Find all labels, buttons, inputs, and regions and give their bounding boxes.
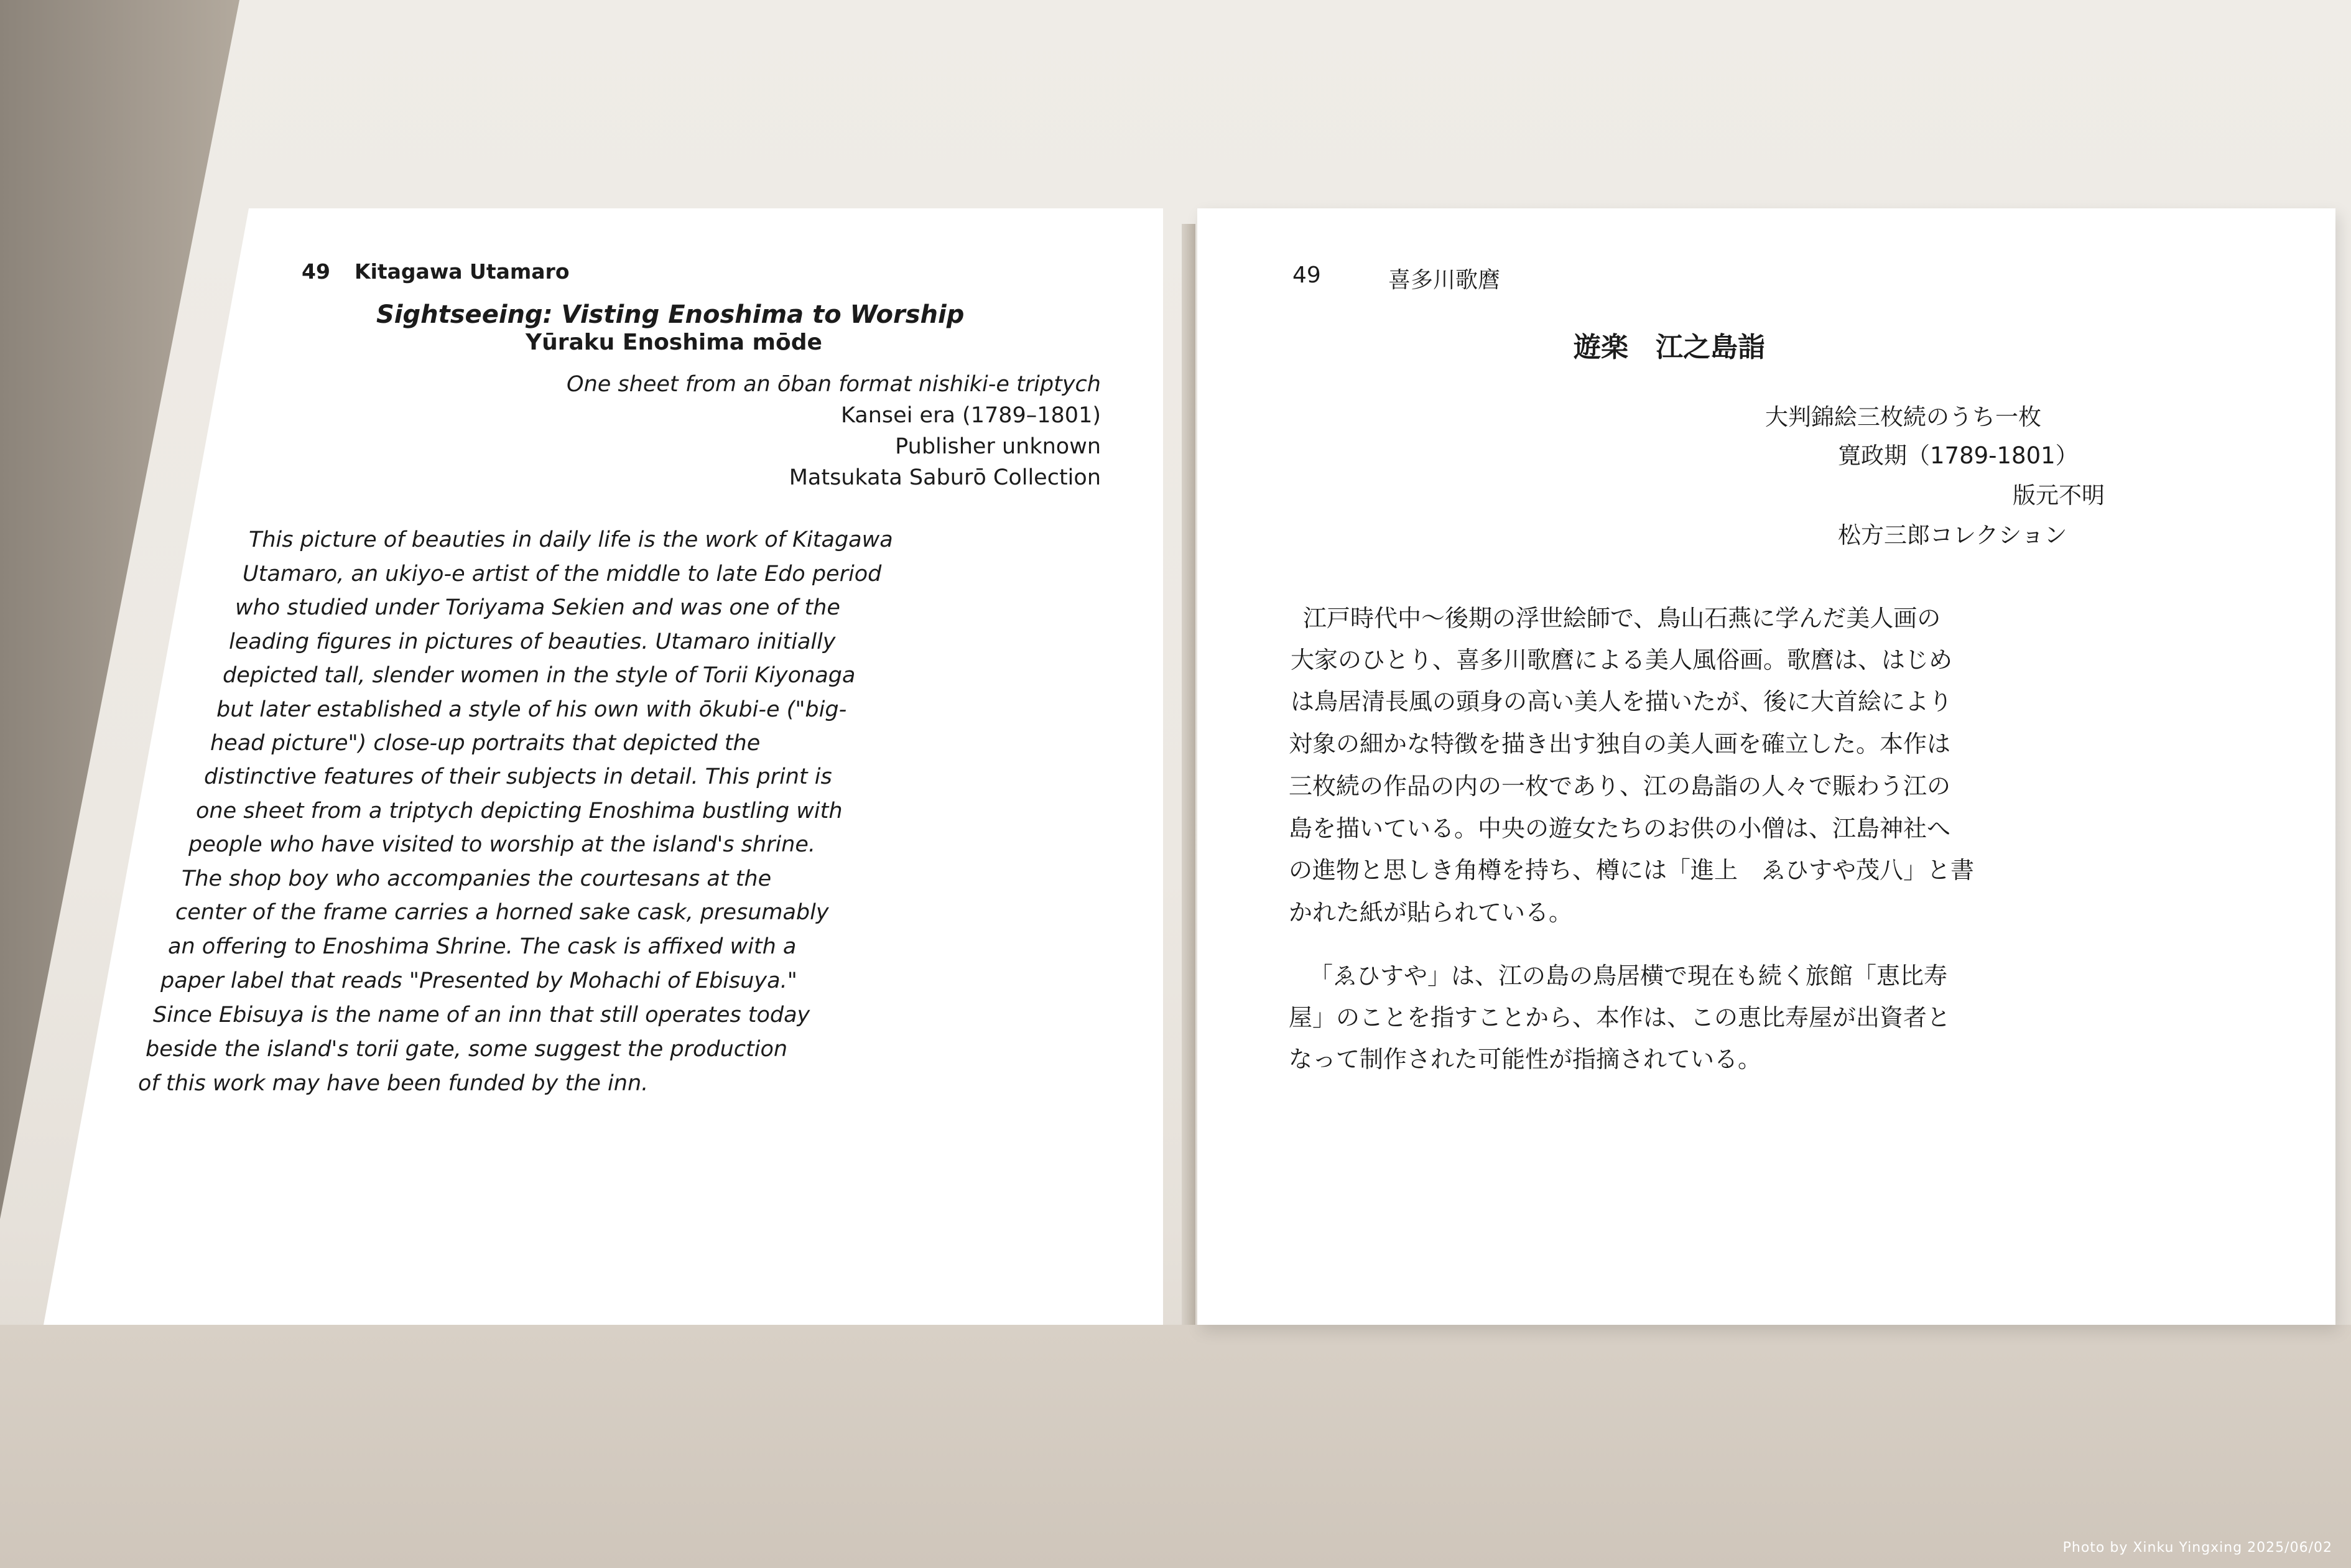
english-romanized-title: Yūraku Enoshima mōde: [526, 330, 822, 355]
japanese-body-line: 「ゑひすや」は、江の島の鳥居横で現在も続く旅館「恵比寿: [1309, 962, 1948, 990]
english-body-line: of this work may have been funded by the inn.: [138, 1071, 649, 1096]
english-body-line: center of the frame carries a horned sake cask, presumably: [175, 900, 829, 925]
japanese-detail-line: 寛政期（1789-1801）: [1838, 442, 2079, 469]
english-body-line: beside the island's torii gate, some suggest the production: [146, 1037, 788, 1062]
japanese-body-line: 三枚続の作品の内の一枚であり、江の島詣の人々で賑わう江の: [1289, 772, 1951, 800]
english-body-line: leading figures in pictures of beauties. Utamaro initially: [229, 629, 836, 654]
japanese-body-line: 対象の細かな特徴を描き出す独自の美人画を確立した。本作は: [1289, 730, 1951, 758]
english-body-line: Since Ebisuya is the name of an inn that still operates today: [153, 1003, 810, 1028]
english-body-line: paper label that reads "Presented by Mohachi of Ebisuya.": [160, 968, 797, 993]
japanese-body-line: 島を描いている。中央の遊女たちのお供の小僧は、江島神社へ: [1289, 815, 1951, 842]
english-body-line: who studied under Toriyama Sekien and was one of the: [235, 595, 840, 620]
english-number: 49: [302, 259, 330, 284]
japanese-body-line: の進物と思しき角樽を持ち、樽には「進上 ゑひすや茂八」と書: [1289, 856, 1975, 884]
japanese-artist: 喜多川歌麿: [1388, 267, 1501, 293]
japanese-detail-line: 松方三郎コレクション: [1838, 522, 2067, 549]
english-artist: Kitagawa Utamaro: [355, 259, 570, 284]
japanese-body-line: なって制作された可能性が指摘されている。: [1289, 1046, 1762, 1073]
photo-credit: Photo by Xinku Yingxing 2025/06/02: [2062, 1540, 2332, 1556]
card-divider: [1182, 224, 1195, 1325]
japanese-detail-line: 大判錦絵三枚続のうち一枚: [1765, 404, 2041, 430]
english-body-line: distinctive features of their subjects in detail. This print is: [204, 764, 832, 789]
japanese-body-line: 大家のひとり、喜多川歌麿による美人風俗画。歌麿は、はじめ: [1291, 646, 1953, 674]
english-detail-line: One sheet from an ōban format nishiki-e triptych: [567, 372, 1101, 397]
english-body-line: people who have visited to worship at the island's shrine.: [188, 832, 816, 857]
display-board-edge: [0, 1325, 2351, 1568]
english-body-line: head picture") close-up portraits that depicted the: [210, 731, 761, 756]
english-body-line: This picture of beauties in daily life is the work of Kitagawa: [249, 527, 893, 552]
japanese-body-line: は鳥居清長風の頭身の高い美人を描いたが、後に大首絵により: [1291, 688, 1953, 715]
japanese-body-line: かれた紙が貼られている。: [1289, 899, 1573, 926]
english-body-line: The shop boy who accompanies the courtesans at the: [182, 866, 772, 891]
english-body-line: depicted tall, slender women in the style of Torii Kiyonaga: [223, 663, 856, 688]
english-body-line: Utamaro, an ukiyo-e artist of the middle to late Edo period: [243, 562, 882, 587]
japanese-body-line: 屋」のことを指すことから、本作は、この恵比寿屋が出資者と: [1289, 1004, 1951, 1031]
english-detail-line: Matsukata Saburō Collection: [789, 465, 1101, 490]
english-detail-line: Kansei era (1789–1801): [840, 403, 1101, 428]
english-title: Sightseeing: Visting Enoshima to Worship: [376, 300, 965, 329]
japanese-detail-line: 版元不明: [2013, 482, 2105, 509]
japanese-number: 49: [1292, 262, 1321, 288]
english-body-line: one sheet from a triptych depicting Enoshima bustling with: [196, 799, 843, 823]
english-detail-line: Publisher unknown: [895, 434, 1101, 459]
english-body-line: an offering to Enoshima Shrine. The cask is affixed with a: [168, 934, 797, 959]
japanese-body-line: 江戸時代中～後期の浮世絵師で、鳥山石燕に学んだ美人画の: [1303, 605, 1941, 632]
japanese-title: 遊楽 江之島詣: [1574, 332, 1765, 363]
english-body-line: but later established a style of his own with ōkubi-e ("big-: [216, 697, 847, 722]
